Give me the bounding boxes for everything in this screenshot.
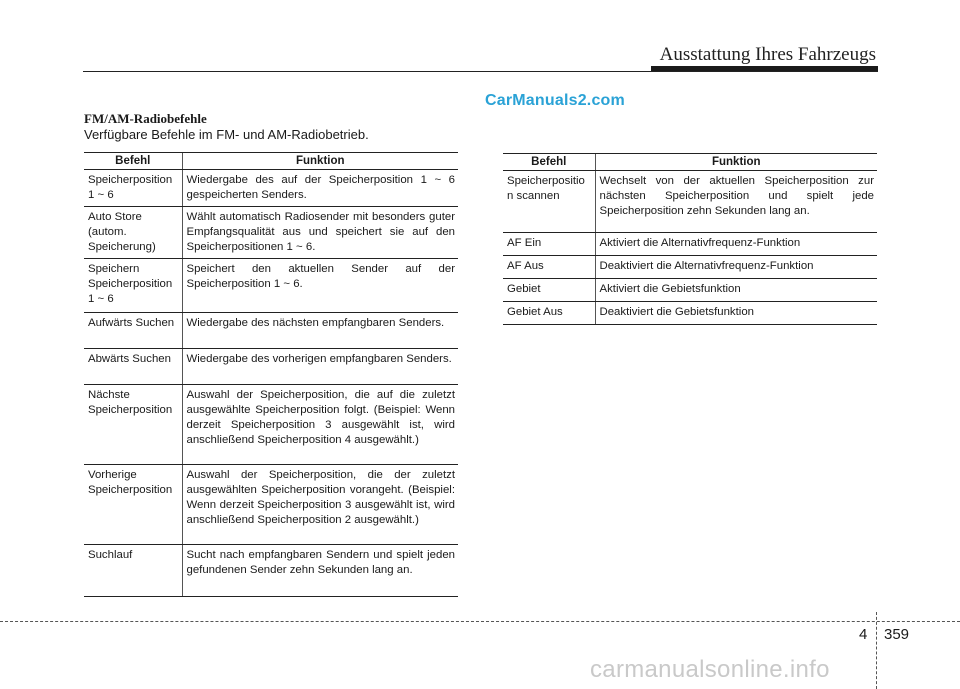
table-row [84,207,458,259]
table-header-row [503,154,877,171]
function-cell: Wählt automatisch Radiosender mit besonders guter Empfangsqualität aus und speichert sie auf den Speicherpositionen 1 ~ 6. [182,207,458,259]
table-row [84,170,458,207]
command-cell: Aufwärts Suchen [84,313,182,349]
function-cell: Deaktiviert die Alternativfrequenz-Funktion [595,256,877,279]
table-row [84,545,458,597]
function-cell: Aktiviert die Gebietsfunktion [595,279,877,302]
watermark-top: CarManuals2.com [485,92,625,109]
section-title: FM/AM-Radiobefehle [84,111,207,126]
table-row [503,279,877,302]
footer-dashed-rule [0,621,960,622]
command-cell: Auto Store (autom. Speicherung) [84,207,182,259]
header-rule-thin [83,71,878,72]
command-cell: Gebiet [503,279,595,302]
table-header-row [84,153,458,170]
table-row [84,259,458,313]
function-cell: Speichert den aktuellen Sender auf der Speicherposition 1 ~ 6. [182,259,458,313]
page-header-title: Ausstattung Ihres Fahrzeugs [659,44,876,65]
function-cell: Sucht nach empfangbaren Sendern und spielt jeden gefundenen Sender zehn Sekunden lang an. [182,545,458,597]
table-row [84,385,458,465]
table-row [84,313,458,349]
table-row [503,233,877,256]
command-cell: Speicherpositio n scannen [503,171,595,233]
table-row [503,171,877,233]
table-row [503,256,877,279]
command-cell: AF Aus [503,256,595,279]
function-cell: Aktiviert die Alternativfrequenz-Funktion [595,233,877,256]
column-header-befehl: Befehl [84,153,182,170]
command-cell: Gebiet Aus [503,302,595,325]
footer-page-divider [876,612,877,689]
function-cell: Wiedergabe des vorherigen empfangbaren Senders. [182,349,458,385]
right-command-table [503,153,877,325]
table-row [84,465,458,545]
command-cell: Speichern Speicherposition 1 ~ 6 [84,259,182,313]
column-header-funktion: Funktion [182,153,458,170]
function-cell: Wiedergabe des nächsten empfangbaren Senders. [182,313,458,349]
table-row [84,349,458,385]
function-cell: Wiedergabe des auf der Speicherposition 1 ~ 6 gespeicherten Senders. [182,170,458,207]
command-cell: Speicherposition 1 ~ 6 [84,170,182,207]
right-table-body [503,171,877,325]
function-cell: Auswahl der Speicherposition, die der zuletzt ausgewählten Speicherposition vorangeht. (Beispiel: Wenn derzeit Speicherposition 3 ausgewählt ist, wird anschließend Speicherposition 2 ausgewählt.) [182,465,458,545]
chapter-number: 4 [859,626,868,643]
left-command-table [84,152,458,597]
table-row [503,302,877,325]
function-cell: Wechselt von der aktuellen Speicherposition zur nächsten Speicherposition und spielt jede Speicherposition zehn Sekunden lang an. [595,171,877,233]
function-cell: Deaktiviert die Gebietsfunktion [595,302,877,325]
column-header-befehl: Befehl [503,154,595,171]
command-cell: Abwärts Suchen [84,349,182,385]
command-cell: Suchlauf [84,545,182,597]
command-cell: AF Ein [503,233,595,256]
section-subtitle: Verfügbare Befehle im FM- und AM-Radiobetrieb. [84,127,369,142]
left-table-body [84,170,458,597]
command-cell: Nächste Speicherposition [84,385,182,465]
watermark-bottom: carmanualsonline.info [590,656,830,683]
column-header-funktion: Funktion [595,154,877,171]
page-number: 359 [884,626,910,643]
command-cell: Vorherige Speicherposition [84,465,182,545]
function-cell: Auswahl der Speicherposition, die auf die zuletzt ausgewählte Speicherposition folgt. (Beispiel: Wenn derzeit Speicherposition 3 ausgewählt ist, wird anschließend Speicherposition 4 ausgewählt.) [182,385,458,465]
